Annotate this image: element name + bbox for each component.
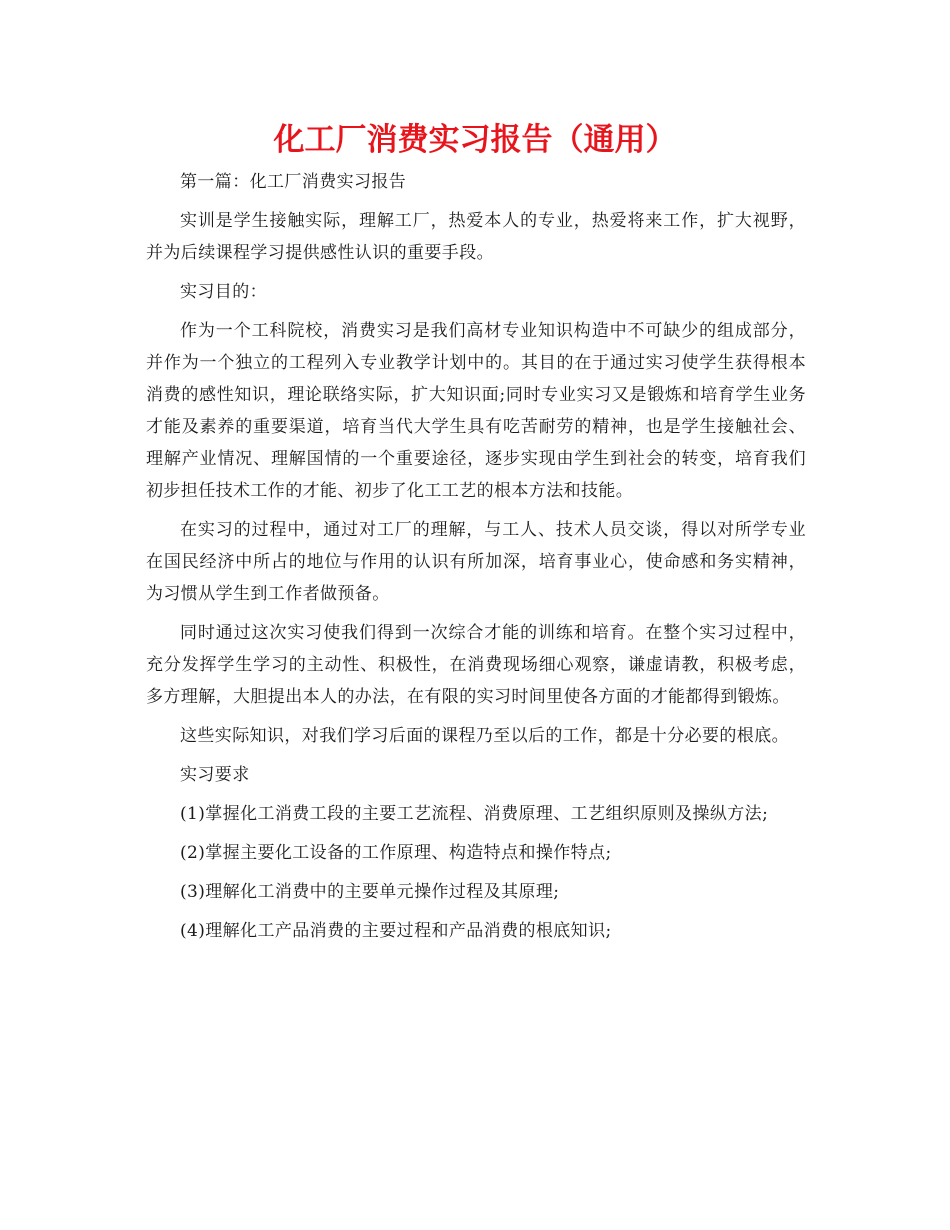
section-heading: 实习目的： [180,282,267,302]
document-body [146,166,806,954]
list-item: (4)理解化工产品消费的主要过程和产品消费的根底知识; [180,921,612,941]
document-title: 化工厂消费实习报告（通用） [273,122,677,158]
paragraph: 同时通过这次实习使我们得到一次综合才能的训练和培育。在整个实习过程中，充分发挥学生学习的主动性、积极性，在消费现场细心观察，谦虚请教，积极考虑，多方理解，大胆提出本人的办法，在有限的实习时间里使各方面的才能都得到锻炼。 [146,623,806,707]
list-item: (2)掌握主要化工设备的工作原理、构造特点和操作特点; [180,843,612,863]
section-heading: 第一篇：化工厂消费实习报告 [180,172,407,192]
paragraph: 实训是学生接触实际，理解工厂，热爱本人的专业，热爱将来工作，扩大视野，并为后续课程学习提供感性认识的重要手段。 [146,211,806,263]
paragraph: 这些实际知识，对我们学习后面的课程乃至以后的工作，都是十分必要的根底。 [180,726,789,746]
list-item: (3)理解化工消费中的主要单元操作过程及其原理; [180,882,560,902]
list-item: (1)掌握化工消费工段的主要工艺流程、消费原理、工艺组织原则及操纵方法; [180,804,769,824]
paragraph: 作为一个工科院校，消费实习是我们高材专业知识构造中不可缺少的组成部分，并作为一个独立的工程列入专业教学计划中的。其目的在于通过实习使学生获得根本消费的感性知识，理论联络实际，扩大知识面;同时专业实习又是锻炼和培育学生业务才能及素养的重要渠道，培育当代大学生具有吃苦耐劳的精神，也是学生接触社会、理解产业情况、理解国情的一个重要途径，逐步实现由学生到社会的转变，培育我们初步担任技术工作的才能、初步了化工工艺的根本方法和技能。 [146,321,806,501]
section-heading: 实习要求 [180,765,250,785]
paragraph: 在实习的过程中，通过对工厂的理解，与工人、技术人员交谈，得以对所学专业在国民经济中所占的地位与作用的认识有所加深，培育事业心，使命感和务实精神，为习惯从学生到工作者做预备。 [146,520,806,604]
